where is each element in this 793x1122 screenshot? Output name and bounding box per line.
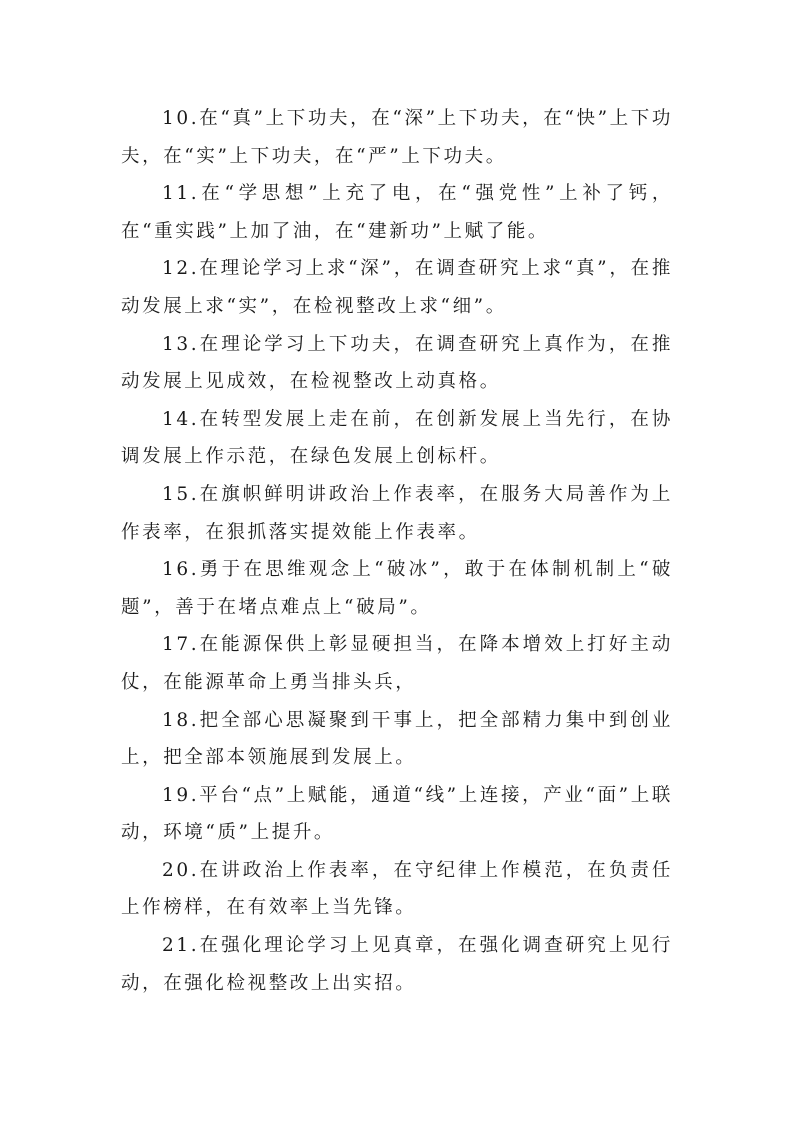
list-item-21: 21.在强化理论学习上见真章，在强化调查研究上见行动，在强化检视整改上出实招。 [121,935,673,994]
list-item-11: 11.在“学思想”上充了电，在“强党性”上补了钙，在“重实践”上加了油，在“建新功”上赋了能。 [121,183,673,242]
document-body [121,100,673,1002]
list-item-18: 18.把全部心思凝聚到干事上，把全部精力集中到创业上，把全部本领施展到发展上。 [121,709,673,769]
list-item-15: 15.在旗帜鲜明讲政治上作表率，在服务大局善作为上作表率，在狠抓落实提效能上作表率。 [121,483,673,543]
list-item-16: 16.勇于在思维观念上“破冰”，敢于在体制机制上“破题”，善于在堵点难点上“破局”。 [121,559,673,618]
list-item-13: 13.在理论学习上下功夫，在调查研究上真作为，在推动发展上见成效，在检视整改上动真格。 [121,333,673,393]
list-item-14: 14.在转型发展上走在前，在创新发展上当先行，在协调发展上作示范，在绿色发展上创标杆。 [121,408,673,468]
list-item-12: 12.在理论学习上求“深”，在调查研究上求“真”，在推动发展上求“实”，在检视整改上求“细”。 [121,258,673,317]
list-item-17: 17.在能源保供上彰显硬担当，在降本增效上打好主动仗，在能源革命上勇当排头兵， [121,634,673,693]
list-item-19: 19.平台“点”上赋能，通道“线”上连接，产业“面”上联动，环境“质”上提升。 [121,784,673,844]
list-item-20: 20.在讲政治上作表率，在守纪律上作模范，在负责任上作榜样，在有效率上当先锋。 [121,859,673,919]
list-item-10: 10.在“真”上下功夫，在“深”上下功夫，在“快”上下功夫，在“实”上下功夫，在“严”上下功夫。 [121,108,673,167]
